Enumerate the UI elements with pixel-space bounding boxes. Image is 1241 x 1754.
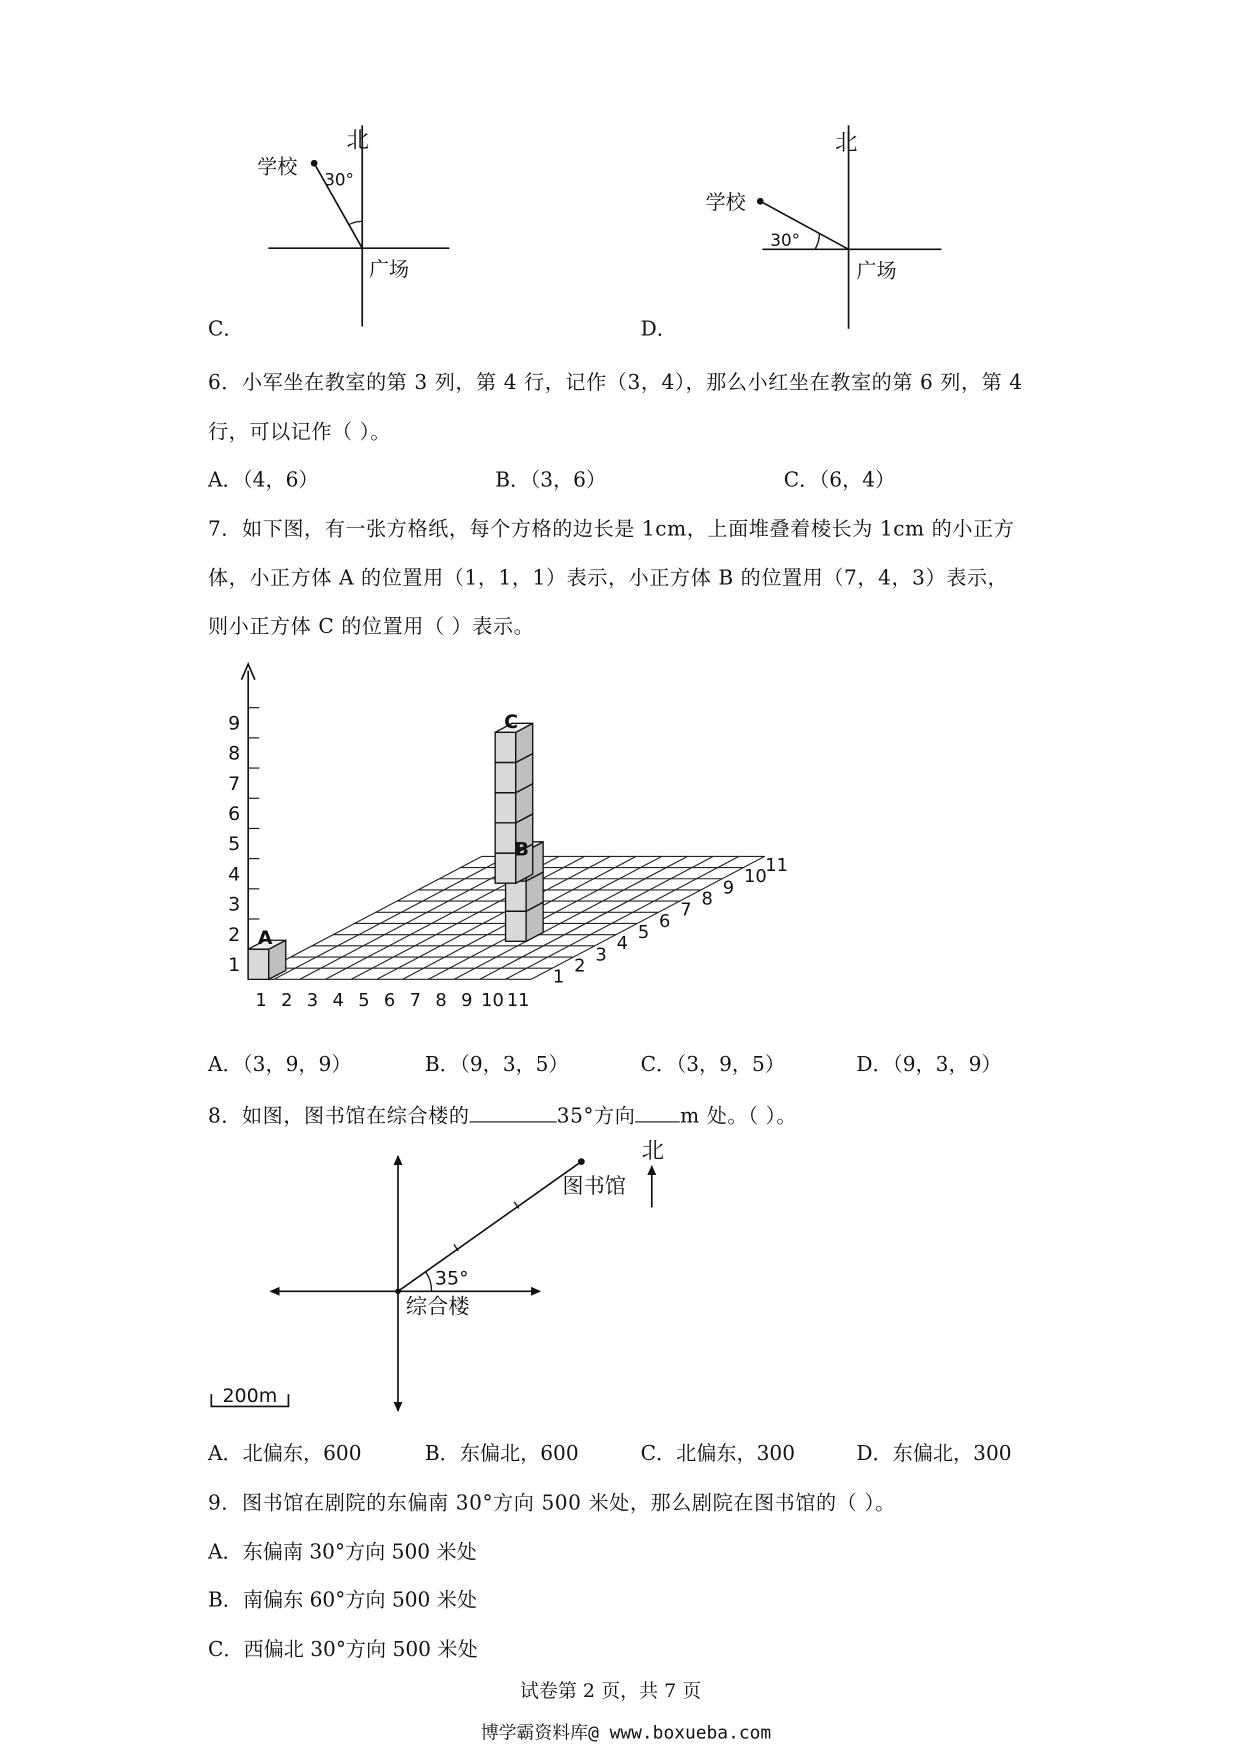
x-tick-label: 10 xyxy=(481,990,504,1012)
cube-a-label: A xyxy=(257,926,273,949)
vertical-tick-label: 3 xyxy=(228,893,241,916)
q6-stem-line2: 行，可以记作（ ）。 xyxy=(207,420,392,444)
depth-tick-label: 7 xyxy=(680,899,692,921)
q8-option-d[interactable]: D．东偏北，300 xyxy=(856,1442,1012,1466)
grid-line xyxy=(428,856,662,979)
cube-face xyxy=(506,881,527,911)
q9-stem: 9．图书馆在剧院的东偏南 30°方向 500 米处，那么剧院在图书馆的（ ）。 xyxy=(207,1491,896,1515)
x-tick-label: 4 xyxy=(332,990,344,1012)
q5c-angle-label: 30° xyxy=(324,169,354,190)
cube-face xyxy=(248,949,269,979)
x-tick-label: 8 xyxy=(435,990,447,1012)
x-tick-label: 1 xyxy=(255,990,267,1012)
depth-tick-label: 4 xyxy=(616,933,628,955)
q8-scale-label: 200m xyxy=(222,1384,278,1407)
q8-angle-label: 35° xyxy=(434,1267,469,1290)
vertical-tick-label: 8 xyxy=(228,742,241,765)
depth-tick-label: 9 xyxy=(722,877,735,899)
q8-option-b[interactable]: B．东偏北，600 xyxy=(424,1442,579,1466)
q5c-school-label: 学校 xyxy=(257,154,298,179)
q5-option-c-diagram xyxy=(201,112,469,336)
vertical-tick-label: 5 xyxy=(228,833,241,856)
q8-north-label: 北 xyxy=(641,1138,665,1165)
cube-face xyxy=(495,732,516,762)
depth-tick-label: 1 xyxy=(552,966,565,988)
x-tick-label: 6 xyxy=(383,990,396,1012)
depth-tick-label: 2 xyxy=(574,955,586,977)
q7-grid-figure xyxy=(212,654,793,1023)
watermark: 博学霸资料库@ www.boxueba.com xyxy=(480,1721,772,1743)
q6-option-a[interactable]: A．（4，6） xyxy=(207,468,319,492)
q8-stem-suffix: m 处。（ ）。 xyxy=(680,1104,797,1129)
x-tick-label: 9 xyxy=(461,990,473,1012)
q7-option-b[interactable]: B．（9，3，5） xyxy=(424,1053,569,1077)
grid-line xyxy=(351,856,585,979)
cube-face xyxy=(495,853,516,883)
grid-line xyxy=(531,856,765,979)
q8-library-label: 图书馆 xyxy=(562,1173,627,1199)
q7-stem-line2: 体，小正方体 A 的位置用（1，1，1）表示，小正方体 B 的位置用（7，4，3）表示， xyxy=(207,566,1009,591)
q8-stem xyxy=(208,1100,797,1129)
vertical-tick-label: 2 xyxy=(228,923,241,946)
vertical-tick-label: 1 xyxy=(228,953,241,976)
q7-option-d[interactable]: D．（9，3，9） xyxy=(856,1053,1002,1077)
q5c-north-label: 北 xyxy=(346,127,369,154)
cube-face xyxy=(495,823,516,853)
q9-option-a[interactable]: A．东偏南 30°方向 500 米处 xyxy=(207,1540,477,1565)
q8-stem-prefix: 8．如图，图书馆在综合楼的 xyxy=(207,1104,470,1129)
q5-option-d-letter[interactable]: D． xyxy=(640,317,677,341)
q5c-plaza-label: 广场 xyxy=(368,257,410,282)
q5-option-d-diagram xyxy=(693,112,961,336)
q8-blank-distance[interactable] xyxy=(635,1101,680,1122)
q8-direction-diagram xyxy=(201,1129,693,1425)
cube-face xyxy=(495,793,516,823)
q5d-angle-label: 30° xyxy=(770,229,801,250)
q7-stem-line3: 则小正方体 C 的位置用（ ）表示。 xyxy=(207,614,535,639)
q6-option-b[interactable]: B．（3，6） xyxy=(495,468,607,492)
x-tick-label: 5 xyxy=(358,990,370,1012)
cube-c-label: C xyxy=(504,710,519,733)
grid-line xyxy=(274,856,508,979)
x-tick-label: 2 xyxy=(281,990,293,1012)
q8-stem-mid: 35°方向 xyxy=(556,1104,636,1129)
depth-tick-label: 10 xyxy=(744,866,767,888)
q6-option-c[interactable]: C．（6，4） xyxy=(783,468,896,492)
q8-blank-direction[interactable] xyxy=(470,1101,557,1122)
q7-option-c[interactable]: C．（3，9，5） xyxy=(640,1053,785,1077)
vertical-tick-label: 7 xyxy=(228,772,241,795)
q6-stem-line1: 6．小军坐在教室的第 3 列，第 4 行，记作（3，4），那么小红坐在教室的第 6 列，第 4 xyxy=(207,371,1023,395)
grid-line xyxy=(454,856,688,979)
q9-option-b[interactable]: B．南偏东 60°方向 500 米处 xyxy=(207,1588,478,1613)
depth-tick-label: 11 xyxy=(765,854,789,876)
x-tick-label: 3 xyxy=(306,990,319,1012)
vertical-tick-label: 4 xyxy=(228,863,241,886)
q5d-north-label: 北 xyxy=(835,129,858,156)
depth-tick-label: 5 xyxy=(637,922,650,944)
x-tick-label: 11 xyxy=(506,990,530,1012)
cube-b-label: B xyxy=(514,838,529,861)
q9-option-c[interactable]: C．西偏北 30°方向 500 米处 xyxy=(207,1637,478,1662)
vertical-tick-label: 6 xyxy=(228,803,241,826)
vertical-tick-label: 9 xyxy=(228,712,241,735)
depth-tick-label: 3 xyxy=(595,944,607,966)
q5-option-c-letter[interactable]: C． xyxy=(207,317,244,341)
q5d-plaza-label: 广场 xyxy=(856,258,897,283)
cube-face xyxy=(506,911,527,941)
x-tick-label: 7 xyxy=(409,990,422,1012)
depth-tick-label: 6 xyxy=(659,910,671,932)
q8-building-label: 综合楼 xyxy=(405,1294,470,1320)
cube-face xyxy=(495,762,516,792)
page-footer: 试卷第 2 页，共 7 页 xyxy=(519,1680,702,1703)
q5d-school-label: 学校 xyxy=(705,190,746,215)
q7-stem-line1: 7．如下图，有一张方格纸，每个方格的边长是 1cm，上面堆叠着棱长为 1cm 的小正方 xyxy=(207,517,1015,542)
q8-option-c[interactable]: C．北偏东，300 xyxy=(640,1442,796,1466)
q7-option-a[interactable]: A．（3，9，9） xyxy=(207,1053,352,1077)
depth-tick-label: 8 xyxy=(701,888,713,910)
q8-option-a[interactable]: A．北偏东，600 xyxy=(207,1442,362,1466)
